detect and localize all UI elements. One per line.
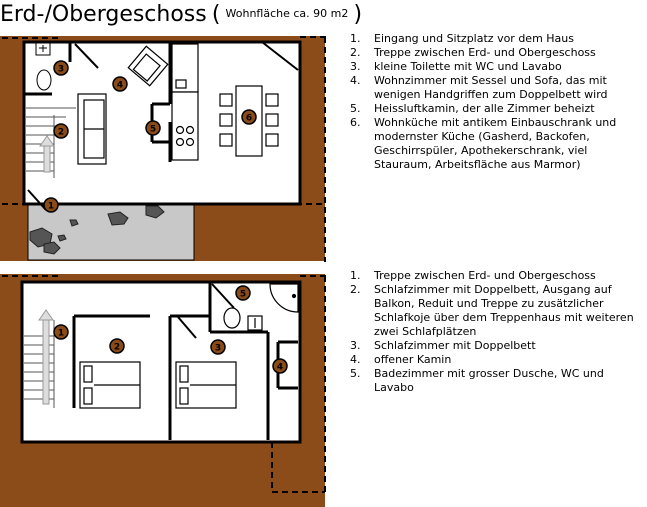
legend-item: 3. Schlafzimmer mit Doppelbett	[350, 339, 536, 352]
legend-item: 4. Wohnzimmer mit Sessel und Sofa, das mit wenigen Handgriffen zum Doppelbett wird	[350, 74, 608, 101]
legend-item: 5. Badezimmer mit grosser Dusche, WC und Lavabo	[350, 367, 604, 394]
marker-stairs	[54, 124, 68, 138]
upper-floor-interior	[22, 282, 300, 442]
svg-text:6: 6	[245, 113, 253, 124]
svg-text:3: 3	[214, 343, 222, 354]
kitchen-counter	[172, 44, 198, 160]
svg-text:1: 1	[57, 328, 65, 339]
upper-floor-legend	[350, 269, 634, 395]
legend-item: 4. offener Kamin	[350, 353, 452, 366]
ground-floor-legend	[350, 32, 634, 172]
double-bed-room-3	[176, 362, 236, 408]
area-subtitle: Wohnfläche ca. 90 m2	[225, 7, 349, 20]
open-paren: (	[211, 2, 221, 27]
marker-open-fireplace	[273, 359, 287, 373]
svg-text:5: 5	[149, 124, 157, 135]
svg-text:4: 4	[116, 80, 124, 91]
upper-floor-plan	[0, 274, 326, 507]
sofa	[78, 94, 106, 164]
double-bed-room-2	[80, 362, 140, 408]
close-paren: )	[353, 2, 363, 27]
legend-item: 1. Eingang und Sitzplatz vor dem Haus	[350, 32, 574, 45]
legend-item: 1. Treppe zwischen Erd- und Obergeschoss	[350, 269, 596, 282]
ground-floor-plan	[0, 36, 326, 262]
svg-text:4: 4	[276, 362, 284, 373]
marker-bedroom-3	[211, 340, 225, 354]
legend-item: 2. Schlafzimmer mit Doppelbett, Ausgang auf Balkon, Reduit und Treppe zu zusätzlicher Schlafkoje über dem Treppenhaus mit weiteren zwei Schlafplätzen	[350, 283, 634, 338]
marker-entrance	[44, 198, 58, 212]
legend-item: 3. kleine Toilette mit WC und Lavabo	[350, 60, 562, 73]
marker-fireplace	[146, 121, 160, 135]
marker-toilet	[54, 61, 68, 75]
marker-bedroom-2	[110, 339, 124, 353]
svg-text:5: 5	[239, 289, 247, 300]
legend-item: 5. Heissluftkamin, der alle Zimmer beheizt	[350, 102, 595, 115]
svg-text:3: 3	[57, 64, 65, 75]
svg-text:2: 2	[57, 127, 65, 138]
title-text: Erd-/Obergeschoss	[0, 2, 207, 27]
legend-item: 2. Treppe zwischen Erd- und Obergeschoss	[350, 46, 596, 59]
svg-text:2: 2	[113, 342, 121, 353]
marker-kitchen	[242, 110, 256, 124]
marker-bathroom	[236, 286, 250, 300]
legend-item: 6. Wohnküche mit antikem Einbauschrank und modernster Küche (Gasherd, Backofen, Geschirrspüler, Apothekerschrank, viel Stauraum, Arbeitsfläche aus Marmor)	[350, 116, 617, 171]
marker-upper-stairs	[54, 325, 68, 339]
svg-text:1: 1	[47, 201, 55, 212]
marker-living-room	[113, 77, 127, 91]
